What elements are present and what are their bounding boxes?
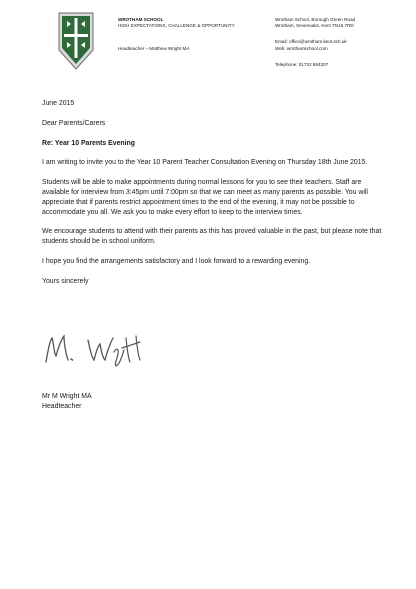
paragraph-invitation: I am writing to invite you to the Year 10 Parent Teacher Consultation Evening on Thursday 18th June 2015.: [42, 159, 368, 167]
subject-line: Re: Year 10 Parents Evening: [42, 139, 135, 147]
school-name: WROTHAM SCHOOL: [118, 17, 164, 22]
paragraph-closing-remark: I hope you find the arrangements satisfactory and I look forward to a rewarding evening.: [42, 257, 311, 265]
letter-date: June 2015: [42, 100, 75, 107]
signatory-name: Mr M Wright MA: [42, 393, 92, 400]
letter-body: [42, 99, 387, 287]
paragraph-appointments: Students will be able to make appointments during normal lessons for you to see their teachers. Staff are available for interview from 3:45pm until 7:00pm so that we can meet as many parents as possible. You will appreciate that if parents restrict appointment times to the end of the evening, it may not be possible to accommodate you all. We ask you to make every effort to keep to the interview times.: [42, 179, 368, 216]
header-contact-block: [275, 17, 355, 68]
school-crest-logo: [58, 12, 94, 70]
paragraph-uniform: We encourage students to attend with their parents as this has proved valuable in the past, but please note that students should be in school uniform.: [42, 228, 382, 246]
telephone-line: Telephone: 01732 884207: [275, 61, 329, 67]
school-motto: HIGH EXPECTATIONS, CHALLENGE & OPPORTUNITY: [118, 23, 235, 29]
web-line: Web: wrothamschool.com: [275, 45, 328, 51]
handwritten-signature: [42, 330, 152, 370]
email-line: Email: office@wrotham.kent.sch.uk: [275, 39, 347, 45]
header-school-block: [118, 17, 235, 53]
address-line-1: Wrotham School, Borough Green Road: [275, 17, 356, 22]
salutation: Dear Parents/Carers: [42, 119, 106, 127]
signatory-title: Headteacher: [42, 402, 82, 410]
signoff-block: [42, 392, 92, 412]
headteacher-line: Headteacher – Matthew Wright MA: [118, 46, 190, 52]
address-line-2: Wrotham, Sevenoaks, Kent TN15 7RD: [275, 23, 354, 29]
closing: Yours sincerely: [42, 277, 89, 285]
